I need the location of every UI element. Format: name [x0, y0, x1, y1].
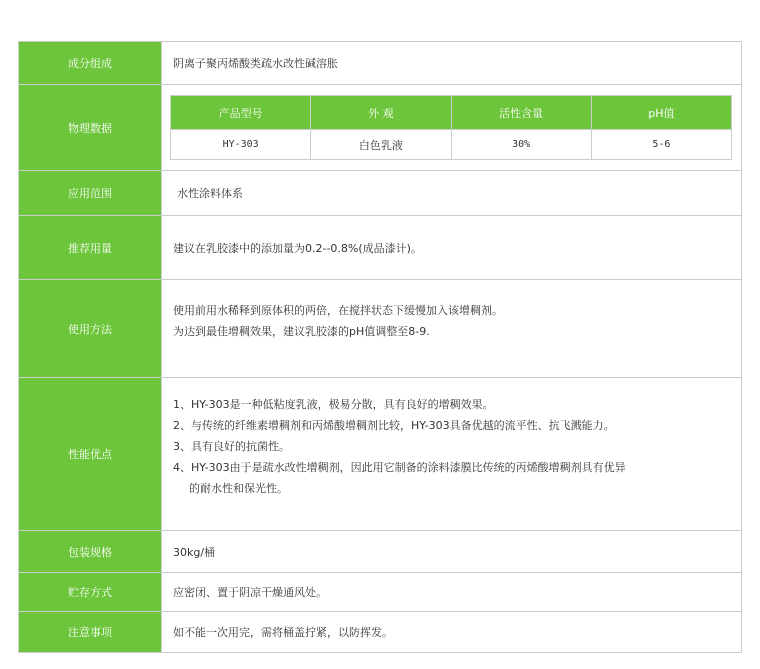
composition-value: 阴离子聚丙烯酸类疏水改性碱溶胀	[162, 42, 742, 85]
dosage-row	[19, 216, 742, 280]
storage-value: 应密闭、置于阴凉干燥通风处。	[162, 573, 742, 612]
storage-row	[19, 573, 742, 612]
physical-values-row	[171, 130, 732, 160]
composition-row	[19, 42, 742, 85]
usage-row	[19, 280, 742, 378]
column-header: 外 观	[311, 96, 451, 130]
row-label: 应用范围	[19, 171, 162, 216]
packaging-row	[19, 531, 742, 573]
packaging-value: 30kg/桶	[162, 531, 742, 573]
column-header: 活性含量	[451, 96, 591, 130]
usage-line: 为达到最佳增稠效果，建议乳胶漆的pH值调整至8-9.	[173, 325, 430, 338]
advantage-item-continuation: 的耐水性和保光性。	[189, 482, 288, 495]
physical-header-row	[171, 96, 732, 130]
advantages-row	[19, 378, 742, 531]
row-label: 推荐用量	[19, 216, 162, 280]
notes-row	[19, 612, 742, 653]
application-value	[162, 171, 742, 216]
row-label: 使用方法	[19, 280, 162, 378]
ph-value: 5-6	[591, 130, 731, 160]
model-value: HY-303	[171, 130, 311, 160]
advantage-item: 3、具有良好的抗菌性。	[173, 440, 290, 453]
advantage-item: 4、HY-303由于是疏水改性增稠剂，因此用它制备的涂料漆膜比传统的丙烯酸增稠剂具有优异	[173, 461, 626, 474]
usage-value	[162, 280, 742, 378]
application-text: 水性涂料体系	[177, 187, 243, 200]
row-label: 注意事项	[19, 612, 162, 653]
row-label: 包装规格	[19, 531, 162, 573]
advantages-value	[162, 378, 742, 531]
row-label: 物理数据	[19, 85, 162, 171]
row-label: 性能优点	[19, 378, 162, 531]
row-label: 成分组成	[19, 42, 162, 85]
product-spec-table	[18, 41, 742, 653]
column-header: pH值	[591, 96, 731, 130]
advantage-item: 1、HY-303是一种低粘度乳液，极易分散，具有良好的增稠效果。	[173, 398, 494, 411]
active-content-value: 30%	[451, 130, 591, 160]
application-row	[19, 171, 742, 216]
column-header: 产品型号	[171, 96, 311, 130]
advantage-item: 2、与传统的纤维素增稠剂和丙烯酸增稠剂比较，HY-303具备优越的流平性、抗飞溅能力。	[173, 419, 615, 432]
physical-data-cell	[162, 85, 742, 171]
notes-value: 如不能一次用完，需将桶盖拧紧，以防挥发。	[162, 612, 742, 653]
usage-line: 使用前用水稀释到原体积的两倍，在搅拌状态下缓慢加入该增稠剂。	[173, 304, 503, 317]
physical-data-table	[170, 95, 732, 160]
appearance-value: 白色乳液	[311, 130, 451, 160]
row-label: 贮存方式	[19, 573, 162, 612]
dosage-value: 建议在乳胶漆中的添加量为0.2--0.8%(成品漆计)。	[162, 216, 742, 280]
physical-data-row	[19, 85, 742, 171]
